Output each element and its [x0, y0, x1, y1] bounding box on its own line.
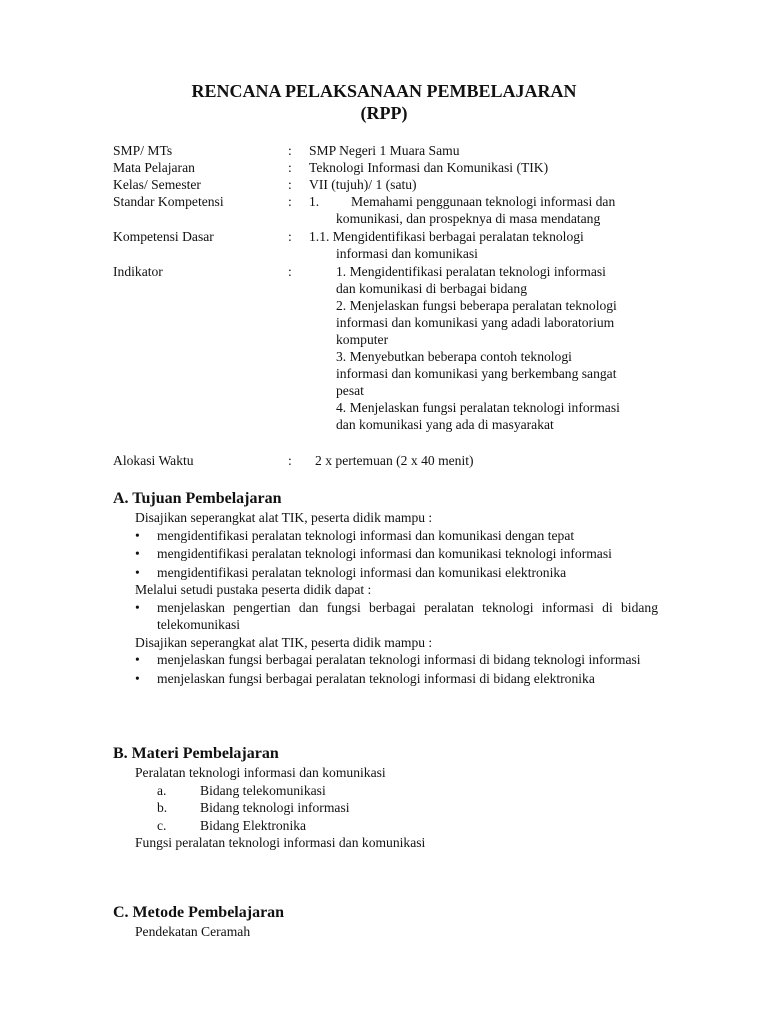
list-item-text: mengidentifikasi peralatan teknologi informasi dan komunikasi teknologi informasi: [157, 546, 612, 561]
objective-list: [113, 527, 658, 582]
list-item: [113, 545, 658, 563]
info-row-class: [113, 176, 673, 193]
indicator-line: komputer: [336, 332, 389, 347]
section-learning-objectives: [113, 489, 658, 687]
list-item-text: Bidang telekomunikasi: [200, 782, 326, 798]
kd-text-line1: 1.1. Mengidentifikasi berbagai peralatan teknologi: [309, 229, 584, 244]
info-value: [309, 193, 673, 227]
list-item-text: menjelaskan fungsi berbagai peralatan teknologi informasi di bidang teknologi informasi: [157, 652, 641, 667]
list-item-text: Bidang teknologi informasi: [200, 800, 350, 815]
document-title: RENCANA PELAKSANAAN PEMBELAJARAN: [191, 81, 577, 101]
indicator-line: dan komunikasi di berbagai bidang: [336, 281, 528, 296]
info-label: SMP/ MTs: [113, 143, 173, 158]
info-colon: :: [288, 177, 292, 192]
info-value: VII (tujuh)/ 1 (satu): [309, 177, 417, 192]
objective-intro: Disajikan seperangkat alat TIK, peserta didik mampu :: [135, 510, 433, 525]
indicator-item: [336, 348, 673, 399]
method-text: Pendekatan Ceramah: [135, 924, 251, 939]
bullet-icon: •: [135, 599, 140, 615]
info-value: SMP Negeri 1 Muara Samu: [309, 143, 460, 158]
info-row-indicators: [113, 263, 673, 433]
objective-intro: Disajikan seperangkat alat TIK, peserta didik mampu :: [135, 634, 433, 650]
list-item: [113, 599, 658, 634]
info-label: Standar Kompetensi: [113, 194, 224, 209]
info-row-subject: [113, 159, 673, 176]
section-learning-methods: [113, 903, 658, 941]
objective-list: [113, 651, 658, 687]
info-colon: :: [288, 143, 292, 158]
bullet-icon: •: [135, 527, 140, 543]
identity-table: [113, 142, 673, 469]
sk-text-line1: Memahami penggunaan teknologi informasi dan: [351, 194, 616, 209]
list-item: [157, 799, 658, 817]
list-item: [113, 564, 658, 582]
info-row-time-allocation: [113, 452, 673, 469]
indicator-line: dan komunikasi yang ada di masyarakat: [336, 417, 554, 432]
list-item: [113, 527, 658, 545]
sk-text-line2: komunikasi, dan prospeknya di masa mendatang: [336, 211, 601, 226]
info-label: Kompetensi Dasar: [113, 229, 214, 244]
indicator-line: informasi dan komunikasi yang berkembang sangat: [336, 366, 617, 381]
document-subtitle: (RPP): [360, 103, 408, 123]
indicator-line: 3. Menyebutkan beberapa contoh teknologi: [336, 349, 572, 364]
objective-intro: Melalui setudi pustaka peserta didik dapat :: [135, 582, 372, 597]
indicator-line: informasi dan komunikasi yang adadi laboratorium: [336, 315, 615, 330]
sk-number: 1.: [309, 194, 320, 209]
section-heading: B. Materi Pembelajaran: [113, 745, 279, 762]
bullet-icon: •: [135, 670, 140, 686]
list-item: [157, 817, 658, 835]
info-row-school: [113, 142, 673, 159]
info-colon: :: [288, 194, 292, 209]
objective-list: [113, 599, 658, 634]
list-letter: c.: [157, 817, 167, 833]
list-letter: b.: [157, 800, 168, 815]
bullet-icon: •: [135, 652, 140, 667]
indicator-list: [309, 263, 673, 433]
material-outro: Fungsi peralatan teknologi informasi dan komunikasi: [135, 835, 426, 850]
indicator-line: 1. Mengidentifikasi peralatan teknologi informasi: [336, 264, 606, 279]
material-intro: Peralatan teknologi informasi dan komunikasi: [135, 765, 386, 780]
info-label: Indikator: [113, 264, 163, 279]
info-colon: :: [288, 264, 292, 279]
list-item: [157, 782, 658, 800]
indicator-line: 4. Menjelaskan fungsi peralatan teknologi informasi: [336, 400, 620, 415]
info-value: 2 x pertemuan (2 x 40 menit): [315, 453, 474, 468]
info-value: [309, 228, 673, 262]
section-heading: A. Tujuan Pembelajaran: [113, 490, 282, 507]
info-colon: :: [288, 160, 292, 175]
info-label: Kelas/ Semester: [113, 177, 201, 192]
list-item-text: mengidentifikasi peralatan teknologi informasi dan komunikasi elektronika: [157, 564, 567, 580]
list-item: [113, 670, 658, 688]
bullet-icon: •: [135, 564, 140, 580]
list-letter: a.: [157, 782, 167, 798]
bullet-icon: •: [135, 546, 140, 561]
indicator-item: [336, 263, 673, 297]
info-label: Alokasi Waktu: [113, 453, 194, 468]
section-learning-materials: [113, 744, 658, 852]
list-item-text: mengidentifikasi peralatan teknologi informasi dan komunikasi dengan tepat: [157, 527, 575, 543]
info-row-basic-competency: [113, 228, 673, 262]
list-item: [113, 651, 658, 669]
indicator-item: [336, 297, 673, 348]
list-item-text: menjelaskan pengertian dan fungsi berbagai peralatan teknologi informasi di bidang telekomunikasi: [157, 599, 658, 632]
material-list: [113, 782, 658, 835]
indicator-item: [336, 399, 673, 433]
info-value: Teknologi Informasi dan Komunikasi (TIK): [309, 160, 549, 175]
info-colon: :: [288, 453, 292, 468]
info-colon: :: [288, 229, 292, 244]
info-label: Mata Pelajaran: [113, 160, 195, 175]
list-item-text: Bidang Elektronika: [200, 817, 307, 833]
kd-text-line2: informasi dan komunikasi: [336, 246, 478, 261]
indicator-line: pesat: [336, 383, 364, 398]
indicator-line: 2. Menjelaskan fungsi beberapa peralatan teknologi: [336, 298, 617, 313]
list-item-text: menjelaskan fungsi berbagai peralatan teknologi informasi di bidang elektronika: [157, 670, 595, 686]
info-row-competency-standard: [113, 193, 673, 227]
section-heading: C. Metode Pembelajaran: [113, 904, 285, 921]
